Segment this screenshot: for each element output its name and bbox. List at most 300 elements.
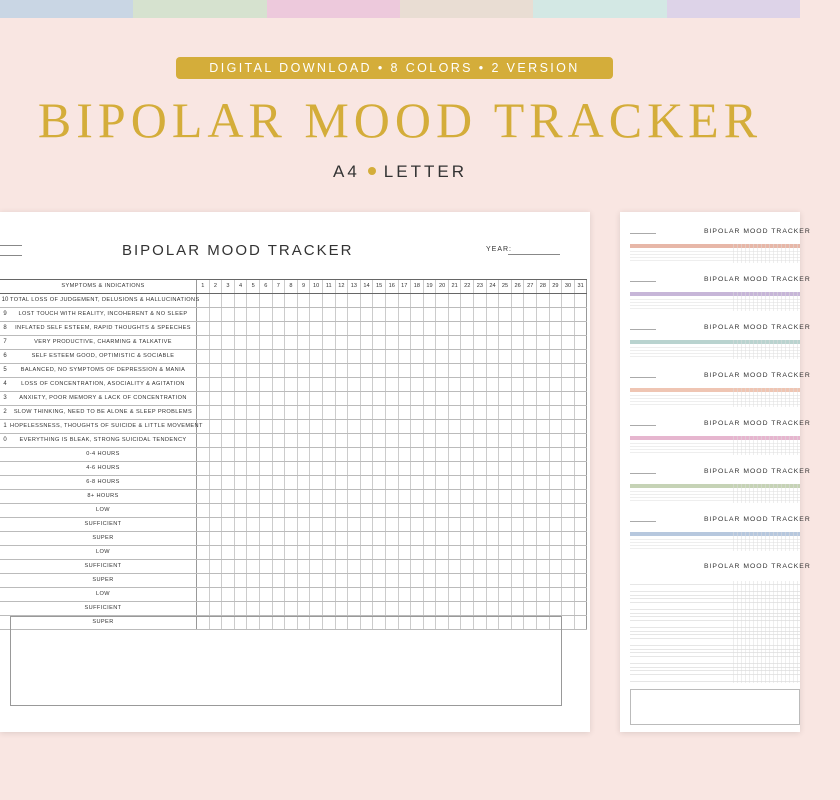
day-cell[interactable] bbox=[487, 518, 500, 531]
day-cell[interactable] bbox=[247, 602, 260, 615]
day-cell[interactable] bbox=[273, 378, 286, 391]
day-cell[interactable] bbox=[537, 574, 550, 587]
day-cell[interactable] bbox=[373, 518, 386, 531]
day-cell[interactable] bbox=[386, 308, 399, 321]
day-cell[interactable] bbox=[210, 350, 223, 363]
day-cell[interactable] bbox=[336, 602, 349, 615]
day-cell[interactable] bbox=[499, 504, 512, 517]
day-cell[interactable] bbox=[424, 462, 437, 475]
day-cell[interactable] bbox=[273, 350, 286, 363]
day-cell[interactable] bbox=[399, 350, 412, 363]
day-cell[interactable] bbox=[310, 322, 323, 335]
day-cell[interactable] bbox=[499, 392, 512, 405]
day-cell[interactable] bbox=[222, 350, 235, 363]
day-cell[interactable] bbox=[273, 420, 286, 433]
day-cell[interactable] bbox=[310, 392, 323, 405]
day-cell[interactable] bbox=[550, 448, 563, 461]
day-cell[interactable] bbox=[323, 378, 336, 391]
day-cell[interactable] bbox=[323, 448, 336, 461]
day-cell[interactable] bbox=[474, 378, 487, 391]
day-cell[interactable] bbox=[411, 420, 424, 433]
day-cell[interactable] bbox=[373, 476, 386, 489]
day-cell[interactable] bbox=[247, 448, 260, 461]
day-cell[interactable] bbox=[235, 448, 248, 461]
day-cell[interactable] bbox=[260, 420, 273, 433]
day-cell[interactable] bbox=[499, 602, 512, 615]
day-cell[interactable] bbox=[285, 490, 298, 503]
day-cell[interactable] bbox=[474, 532, 487, 545]
day-cell[interactable] bbox=[436, 490, 449, 503]
day-cell[interactable] bbox=[424, 350, 437, 363]
day-cell[interactable] bbox=[562, 518, 575, 531]
day-cell[interactable] bbox=[499, 308, 512, 321]
day-cell[interactable] bbox=[348, 308, 361, 321]
day-cell[interactable] bbox=[562, 294, 575, 307]
day-cell[interactable] bbox=[323, 532, 336, 545]
day-cell[interactable] bbox=[436, 574, 449, 587]
day-cell[interactable] bbox=[260, 546, 273, 559]
day-cell[interactable] bbox=[310, 378, 323, 391]
day-cell[interactable] bbox=[197, 602, 210, 615]
day-cell[interactable] bbox=[310, 462, 323, 475]
day-cell[interactable] bbox=[499, 448, 512, 461]
day-cell[interactable] bbox=[273, 476, 286, 489]
day-cell[interactable] bbox=[562, 462, 575, 475]
day-cell[interactable] bbox=[562, 546, 575, 559]
day-cell[interactable] bbox=[575, 518, 588, 531]
day-cell[interactable] bbox=[487, 364, 500, 377]
day-cell[interactable] bbox=[524, 392, 537, 405]
day-cell[interactable] bbox=[487, 574, 500, 587]
day-cell[interactable] bbox=[323, 392, 336, 405]
day-cell[interactable] bbox=[575, 448, 588, 461]
day-cell[interactable] bbox=[524, 504, 537, 517]
day-cell[interactable] bbox=[449, 476, 462, 489]
day-cell[interactable] bbox=[323, 588, 336, 601]
day-cell[interactable] bbox=[273, 546, 286, 559]
day-cell[interactable] bbox=[336, 378, 349, 391]
day-cell[interactable] bbox=[537, 588, 550, 601]
day-cell[interactable] bbox=[373, 392, 386, 405]
day-cell[interactable] bbox=[348, 574, 361, 587]
day-cell[interactable] bbox=[235, 294, 248, 307]
day-cell[interactable] bbox=[235, 476, 248, 489]
day-cell[interactable] bbox=[222, 322, 235, 335]
day-cell[interactable] bbox=[524, 490, 537, 503]
day-cell[interactable] bbox=[285, 476, 298, 489]
day-cell[interactable] bbox=[336, 504, 349, 517]
day-cell[interactable] bbox=[575, 532, 588, 545]
day-cell[interactable] bbox=[210, 434, 223, 447]
day-cell[interactable] bbox=[222, 392, 235, 405]
day-cell[interactable] bbox=[411, 546, 424, 559]
day-cell[interactable] bbox=[235, 532, 248, 545]
day-cell[interactable] bbox=[348, 546, 361, 559]
day-cell[interactable] bbox=[575, 490, 588, 503]
day-cell[interactable] bbox=[336, 434, 349, 447]
day-cell[interactable] bbox=[373, 420, 386, 433]
day-cell[interactable] bbox=[336, 364, 349, 377]
day-cell[interactable] bbox=[424, 490, 437, 503]
day-cell[interactable] bbox=[487, 560, 500, 573]
day-cell[interactable] bbox=[436, 434, 449, 447]
day-cell[interactable] bbox=[386, 392, 399, 405]
day-cell[interactable] bbox=[424, 574, 437, 587]
day-cell[interactable] bbox=[373, 448, 386, 461]
day-cell[interactable] bbox=[386, 378, 399, 391]
day-cell[interactable] bbox=[537, 518, 550, 531]
day-cell[interactable] bbox=[537, 546, 550, 559]
day-cell[interactable] bbox=[336, 518, 349, 531]
day-cell[interactable] bbox=[285, 434, 298, 447]
day-cell[interactable] bbox=[411, 392, 424, 405]
day-cell[interactable] bbox=[235, 308, 248, 321]
day-cell[interactable] bbox=[386, 574, 399, 587]
day-cell[interactable] bbox=[348, 476, 361, 489]
day-cell[interactable] bbox=[373, 336, 386, 349]
day-cell[interactable] bbox=[487, 378, 500, 391]
day-cell[interactable] bbox=[461, 504, 474, 517]
day-cell[interactable] bbox=[512, 392, 525, 405]
day-cell[interactable] bbox=[336, 476, 349, 489]
day-cell[interactable] bbox=[424, 518, 437, 531]
day-cell[interactable] bbox=[235, 588, 248, 601]
day-cell[interactable] bbox=[235, 602, 248, 615]
day-cell[interactable] bbox=[512, 462, 525, 475]
day-cell[interactable] bbox=[298, 532, 311, 545]
day-cell[interactable] bbox=[487, 532, 500, 545]
day-cell[interactable] bbox=[336, 588, 349, 601]
day-cell[interactable] bbox=[461, 518, 474, 531]
day-cell[interactable] bbox=[537, 560, 550, 573]
day-cell[interactable] bbox=[336, 546, 349, 559]
day-cell[interactable] bbox=[197, 308, 210, 321]
day-cell[interactable] bbox=[348, 588, 361, 601]
day-cell[interactable] bbox=[310, 420, 323, 433]
day-cell[interactable] bbox=[386, 546, 399, 559]
day-cell[interactable] bbox=[197, 392, 210, 405]
day-cell[interactable] bbox=[210, 308, 223, 321]
day-cell[interactable] bbox=[512, 364, 525, 377]
day-cell[interactable] bbox=[323, 518, 336, 531]
day-cell[interactable] bbox=[373, 406, 386, 419]
day-cell[interactable] bbox=[222, 602, 235, 615]
day-cell[interactable] bbox=[424, 406, 437, 419]
day-cell[interactable] bbox=[336, 392, 349, 405]
day-cell[interactable] bbox=[323, 322, 336, 335]
day-cell[interactable] bbox=[235, 364, 248, 377]
day-cell[interactable] bbox=[575, 602, 588, 615]
day-cell[interactable] bbox=[424, 504, 437, 517]
day-cell[interactable] bbox=[210, 392, 223, 405]
day-cell[interactable] bbox=[247, 364, 260, 377]
day-cell[interactable] bbox=[411, 448, 424, 461]
day-cell[interactable] bbox=[449, 420, 462, 433]
day-cell[interactable] bbox=[361, 392, 374, 405]
day-cell[interactable] bbox=[575, 504, 588, 517]
day-cell[interactable] bbox=[210, 546, 223, 559]
day-cell[interactable] bbox=[197, 560, 210, 573]
day-cell[interactable] bbox=[575, 476, 588, 489]
day-cell[interactable] bbox=[461, 588, 474, 601]
day-cell[interactable] bbox=[260, 336, 273, 349]
day-cell[interactable] bbox=[247, 476, 260, 489]
day-cell[interactable] bbox=[285, 602, 298, 615]
day-cell[interactable] bbox=[373, 378, 386, 391]
day-cell[interactable] bbox=[461, 378, 474, 391]
day-cell[interactable] bbox=[197, 546, 210, 559]
day-cell[interactable] bbox=[260, 322, 273, 335]
day-cell[interactable] bbox=[323, 462, 336, 475]
day-cell[interactable] bbox=[537, 294, 550, 307]
day-cell[interactable] bbox=[449, 350, 462, 363]
day-cell[interactable] bbox=[260, 364, 273, 377]
day-cell[interactable] bbox=[399, 490, 412, 503]
day-cell[interactable] bbox=[298, 322, 311, 335]
day-cell[interactable] bbox=[310, 350, 323, 363]
day-cell[interactable] bbox=[285, 448, 298, 461]
day-cell[interactable] bbox=[499, 336, 512, 349]
day-cell[interactable] bbox=[336, 448, 349, 461]
day-cell[interactable] bbox=[436, 476, 449, 489]
day-cell[interactable] bbox=[399, 476, 412, 489]
day-cell[interactable] bbox=[449, 574, 462, 587]
day-cell[interactable] bbox=[461, 434, 474, 447]
day-cell[interactable] bbox=[273, 560, 286, 573]
day-cell[interactable] bbox=[512, 560, 525, 573]
day-cell[interactable] bbox=[449, 392, 462, 405]
day-cell[interactable] bbox=[562, 350, 575, 363]
day-cell[interactable] bbox=[298, 406, 311, 419]
day-cell[interactable] bbox=[386, 420, 399, 433]
day-cell[interactable] bbox=[298, 308, 311, 321]
day-cell[interactable] bbox=[474, 588, 487, 601]
day-cell[interactable] bbox=[562, 574, 575, 587]
day-cell[interactable] bbox=[436, 392, 449, 405]
day-cell[interactable] bbox=[550, 420, 563, 433]
day-cell[interactable] bbox=[474, 336, 487, 349]
day-cell[interactable] bbox=[210, 504, 223, 517]
day-cell[interactable] bbox=[361, 350, 374, 363]
day-cell[interactable] bbox=[273, 392, 286, 405]
day-cell[interactable] bbox=[222, 490, 235, 503]
day-cell[interactable] bbox=[487, 588, 500, 601]
day-cell[interactable] bbox=[537, 364, 550, 377]
day-cell[interactable] bbox=[373, 308, 386, 321]
day-cell[interactable] bbox=[550, 392, 563, 405]
day-cell[interactable] bbox=[537, 322, 550, 335]
day-cell[interactable] bbox=[247, 462, 260, 475]
day-cell[interactable] bbox=[361, 364, 374, 377]
day-cell[interactable] bbox=[399, 504, 412, 517]
day-cell[interactable] bbox=[487, 462, 500, 475]
day-cell[interactable] bbox=[323, 308, 336, 321]
day-cell[interactable] bbox=[550, 322, 563, 335]
day-cell[interactable] bbox=[373, 322, 386, 335]
day-cell[interactable] bbox=[260, 308, 273, 321]
day-cell[interactable] bbox=[285, 574, 298, 587]
day-cell[interactable] bbox=[399, 378, 412, 391]
day-cell[interactable] bbox=[399, 364, 412, 377]
day-cell[interactable] bbox=[562, 392, 575, 405]
day-cell[interactable] bbox=[474, 476, 487, 489]
day-cell[interactable] bbox=[247, 546, 260, 559]
day-cell[interactable] bbox=[197, 448, 210, 461]
day-cell[interactable] bbox=[575, 434, 588, 447]
day-cell[interactable] bbox=[235, 322, 248, 335]
day-cell[interactable] bbox=[348, 518, 361, 531]
day-cell[interactable] bbox=[411, 476, 424, 489]
day-cell[interactable] bbox=[210, 336, 223, 349]
day-cell[interactable] bbox=[348, 294, 361, 307]
day-cell[interactable] bbox=[373, 574, 386, 587]
day-cell[interactable] bbox=[210, 462, 223, 475]
day-cell[interactable] bbox=[386, 518, 399, 531]
day-cell[interactable] bbox=[461, 336, 474, 349]
day-cell[interactable] bbox=[235, 420, 248, 433]
day-cell[interactable] bbox=[235, 406, 248, 419]
day-cell[interactable] bbox=[436, 518, 449, 531]
day-cell[interactable] bbox=[298, 350, 311, 363]
day-cell[interactable] bbox=[210, 322, 223, 335]
day-cell[interactable] bbox=[210, 448, 223, 461]
day-cell[interactable] bbox=[461, 560, 474, 573]
day-cell[interactable] bbox=[298, 476, 311, 489]
day-cell[interactable] bbox=[310, 518, 323, 531]
day-cell[interactable] bbox=[285, 532, 298, 545]
day-cell[interactable] bbox=[537, 504, 550, 517]
day-cell[interactable] bbox=[298, 560, 311, 573]
day-cell[interactable] bbox=[386, 322, 399, 335]
day-cell[interactable] bbox=[361, 560, 374, 573]
day-cell[interactable] bbox=[348, 448, 361, 461]
day-cell[interactable] bbox=[399, 518, 412, 531]
day-cell[interactable] bbox=[537, 476, 550, 489]
day-cell[interactable] bbox=[537, 490, 550, 503]
day-cell[interactable] bbox=[247, 420, 260, 433]
day-cell[interactable] bbox=[562, 406, 575, 419]
day-cell[interactable] bbox=[260, 602, 273, 615]
day-cell[interactable] bbox=[210, 364, 223, 377]
day-cell[interactable] bbox=[436, 406, 449, 419]
day-cell[interactable] bbox=[348, 364, 361, 377]
day-cell[interactable] bbox=[361, 336, 374, 349]
day-cell[interactable] bbox=[424, 378, 437, 391]
day-cell[interactable] bbox=[323, 364, 336, 377]
day-cell[interactable] bbox=[285, 350, 298, 363]
day-cell[interactable] bbox=[461, 406, 474, 419]
day-cell[interactable] bbox=[197, 420, 210, 433]
day-cell[interactable] bbox=[361, 378, 374, 391]
day-cell[interactable] bbox=[550, 518, 563, 531]
day-cell[interactable] bbox=[386, 336, 399, 349]
day-cell[interactable] bbox=[197, 476, 210, 489]
day-cell[interactable] bbox=[273, 336, 286, 349]
day-cell[interactable] bbox=[323, 406, 336, 419]
day-cell[interactable] bbox=[323, 350, 336, 363]
day-cell[interactable] bbox=[348, 602, 361, 615]
day-cell[interactable] bbox=[310, 546, 323, 559]
day-cell[interactable] bbox=[436, 588, 449, 601]
day-cell[interactable] bbox=[487, 350, 500, 363]
day-cell[interactable] bbox=[411, 308, 424, 321]
day-cell[interactable] bbox=[449, 434, 462, 447]
day-cell[interactable] bbox=[386, 532, 399, 545]
day-cell[interactable] bbox=[436, 378, 449, 391]
day-cell[interactable] bbox=[348, 532, 361, 545]
day-cell[interactable] bbox=[499, 588, 512, 601]
day-cell[interactable] bbox=[474, 350, 487, 363]
day-cell[interactable] bbox=[512, 588, 525, 601]
day-cell[interactable] bbox=[575, 420, 588, 433]
day-cell[interactable] bbox=[524, 518, 537, 531]
day-cell[interactable] bbox=[399, 462, 412, 475]
day-cell[interactable] bbox=[512, 406, 525, 419]
day-cell[interactable] bbox=[222, 448, 235, 461]
day-cell[interactable] bbox=[524, 588, 537, 601]
day-cell[interactable] bbox=[499, 574, 512, 587]
day-cell[interactable] bbox=[575, 308, 588, 321]
day-cell[interactable] bbox=[562, 616, 575, 629]
day-cell[interactable] bbox=[210, 574, 223, 587]
day-cell[interactable] bbox=[298, 574, 311, 587]
day-cell[interactable] bbox=[474, 560, 487, 573]
day-cell[interactable] bbox=[461, 476, 474, 489]
day-cell[interactable] bbox=[512, 476, 525, 489]
day-cell[interactable] bbox=[285, 364, 298, 377]
day-cell[interactable] bbox=[210, 378, 223, 391]
day-cell[interactable] bbox=[285, 518, 298, 531]
day-cell[interactable] bbox=[298, 294, 311, 307]
day-cell[interactable] bbox=[273, 490, 286, 503]
day-cell[interactable] bbox=[348, 336, 361, 349]
day-cell[interactable] bbox=[550, 588, 563, 601]
day-cell[interactable] bbox=[411, 462, 424, 475]
day-cell[interactable] bbox=[399, 406, 412, 419]
day-cell[interactable] bbox=[323, 504, 336, 517]
day-cell[interactable] bbox=[461, 308, 474, 321]
day-cell[interactable] bbox=[562, 378, 575, 391]
day-cell[interactable] bbox=[512, 490, 525, 503]
day-cell[interactable] bbox=[499, 546, 512, 559]
day-cell[interactable] bbox=[524, 350, 537, 363]
day-cell[interactable] bbox=[524, 574, 537, 587]
day-cell[interactable] bbox=[436, 322, 449, 335]
day-cell[interactable] bbox=[537, 406, 550, 419]
day-cell[interactable] bbox=[550, 294, 563, 307]
day-cell[interactable] bbox=[273, 364, 286, 377]
day-cell[interactable] bbox=[260, 588, 273, 601]
day-cell[interactable] bbox=[474, 294, 487, 307]
day-cell[interactable] bbox=[298, 448, 311, 461]
day-cell[interactable] bbox=[235, 546, 248, 559]
day-cell[interactable] bbox=[247, 378, 260, 391]
day-cell[interactable] bbox=[285, 294, 298, 307]
day-cell[interactable] bbox=[499, 322, 512, 335]
day-cell[interactable] bbox=[260, 434, 273, 447]
day-cell[interactable] bbox=[449, 336, 462, 349]
day-cell[interactable] bbox=[537, 378, 550, 391]
day-cell[interactable] bbox=[310, 476, 323, 489]
day-cell[interactable] bbox=[512, 336, 525, 349]
day-cell[interactable] bbox=[424, 532, 437, 545]
day-cell[interactable] bbox=[273, 574, 286, 587]
day-cell[interactable] bbox=[373, 462, 386, 475]
day-cell[interactable] bbox=[373, 588, 386, 601]
day-cell[interactable] bbox=[273, 602, 286, 615]
day-cell[interactable] bbox=[336, 574, 349, 587]
day-cell[interactable] bbox=[562, 336, 575, 349]
